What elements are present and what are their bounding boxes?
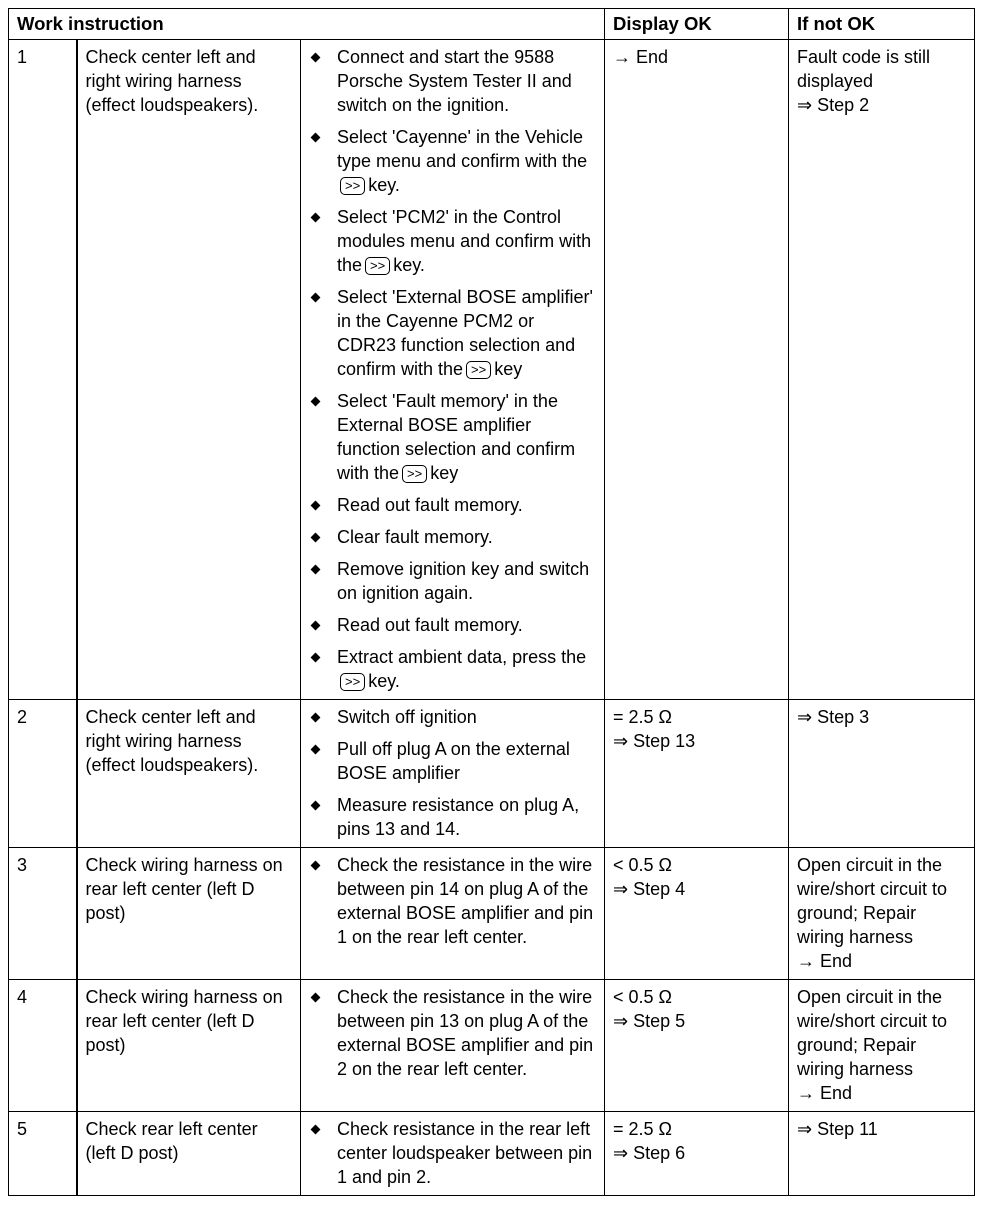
if-not-ok-cell [789,700,975,848]
bullet-diamond-icon [311,801,321,811]
bullet-diamond-icon [311,565,321,575]
instruction-text: Extract ambient data, press the [337,647,587,667]
if-not-ok-result: Open circuit in the wire/short circuit to ground; Repair wiring harness [797,987,948,1079]
if-not-ok-result: Open circuit in the wire/short circuit to ground; Repair wiring harness [797,855,948,947]
instruction-text-end: key. [393,255,425,275]
instruction-text-end: key [494,359,523,379]
display-ok-result: = 2.5 Ω [613,707,672,727]
instruction-text: Check the resistance in the wire between pin 13 on plug A of the external BOSE amplifier and pin 2 on the rear left center. [337,987,594,1079]
next-key-icon: >> [340,673,365,691]
if-not-ok-result: ⇒ Step 2 [797,95,870,115]
instruction-steps [301,700,605,848]
check-description: Check center left and right wiring harness (effect loudspeakers). [77,700,301,848]
step-number: 5 [9,1112,77,1196]
header-if-not-ok: If not OK [789,9,975,40]
list-item [309,737,596,785]
instruction-steps [301,980,605,1112]
list-item [309,389,596,485]
bullet-diamond-icon [311,501,321,511]
instruction-list [309,1117,596,1189]
display-ok-result: ⇒ Step 13 [613,731,696,751]
table-row [9,980,975,1112]
list-item [309,985,596,1081]
table-row [9,40,975,700]
instruction-text: Switch off ignition [337,707,477,727]
list-item [309,645,596,693]
if-not-ok-result: ⇒ Step 11 [797,1119,878,1139]
instruction-text: Measure resistance on plug A, pins 13 and 14. [337,795,580,839]
table-row [9,700,975,848]
bullet-diamond-icon [311,293,321,303]
instruction-text: Select 'PCM2' in the Control modules menu and confirm with the [337,207,592,275]
check-description: Check wiring harness on rear left center (left D post) [77,980,301,1112]
display-ok-cell [605,848,789,980]
list-item [309,557,596,605]
instruction-steps [301,848,605,980]
display-ok-result: < 0.5 Ω [613,987,672,1007]
display-ok-cell [605,1112,789,1196]
display-ok-result: < 0.5 Ω [613,855,672,875]
instruction-text: Connect and start the 9588 Porsche System Tester II and switch on the ignition. [337,47,572,115]
header-row [9,9,975,40]
bullet-diamond-icon [311,397,321,407]
list-item [309,853,596,949]
step-number: 2 [9,700,77,848]
instruction-text: Pull off plug A on the external BOSE amplifier [337,739,570,783]
instruction-list [309,705,596,841]
bullet-diamond-icon [311,1125,321,1135]
instruction-text: Read out fault memory. [337,615,523,635]
next-key-icon: >> [365,257,390,275]
next-key-icon: >> [466,361,491,379]
if-not-ok-cell [789,980,975,1112]
if-not-ok-result: Fault code is still displayed [797,47,931,91]
instruction-steps [301,40,605,700]
list-item [309,1117,596,1189]
bullet-diamond-icon [311,713,321,723]
if-not-ok-cell [789,848,975,980]
list-item [309,285,596,381]
instruction-list [309,985,596,1081]
bullet-diamond-icon [311,653,321,663]
display-ok-cell [605,700,789,848]
instruction-text: Remove ignition key and switch on ignition again. [337,559,590,603]
instruction-steps [301,1112,605,1196]
list-item [309,125,596,197]
display-ok-cell [605,980,789,1112]
instruction-text: Select 'Fault memory' in the External BOSE amplifier function selection and confirm with the [337,391,576,483]
instruction-list [309,853,596,949]
if-not-ok-result: ⇒ Step 3 [797,707,870,727]
instruction-text: Select 'Cayenne' in the Vehicle type menu and confirm with the [337,127,588,171]
list-item [309,705,596,729]
if-not-ok-result: → End [797,1083,853,1103]
header-work-instruction: Work instruction [9,9,605,40]
if-not-ok-result: → End [797,951,853,971]
bullet-diamond-icon [311,993,321,1003]
check-description: Check rear left center (left D post) [77,1112,301,1196]
display-ok-cell [605,40,789,700]
instruction-text: Clear fault memory. [337,527,493,547]
if-not-ok-cell [789,1112,975,1196]
bullet-diamond-icon [311,621,321,631]
display-ok-result: → End [613,47,669,67]
instruction-text-end: key [430,463,459,483]
display-ok-result: ⇒ Step 6 [613,1143,686,1163]
bullet-diamond-icon [311,745,321,755]
instruction-text: Check the resistance in the wire between pin 14 on plug A of the external BOSE amplifier and pin 1 on the rear left center. [337,855,594,947]
bullet-diamond-icon [311,213,321,223]
check-description: Check center left and right wiring harness (effect loudspeakers). [77,40,301,700]
step-number: 1 [9,40,77,700]
next-key-icon: >> [340,177,365,195]
next-key-icon: >> [402,465,427,483]
instruction-text-end: key. [368,175,400,195]
display-ok-result: ⇒ Step 4 [613,879,686,899]
step-number: 4 [9,980,77,1112]
list-item [309,45,596,117]
bullet-diamond-icon [311,861,321,871]
step-number: 3 [9,848,77,980]
bullet-diamond-icon [311,133,321,143]
header-display-ok: Display OK [605,9,789,40]
instruction-text: Read out fault memory. [337,495,523,515]
display-ok-result: ⇒ Step 5 [613,1011,686,1031]
instruction-list [309,45,596,693]
bullet-diamond-icon [311,53,321,63]
list-item [309,793,596,841]
if-not-ok-cell [789,40,975,700]
display-ok-result: = 2.5 Ω [613,1119,672,1139]
check-description: Check wiring harness on rear left center (left D post) [77,848,301,980]
list-item [309,205,596,277]
instruction-text-end: key. [368,671,400,691]
list-item [309,613,596,637]
table-row [9,1112,975,1196]
list-item [309,525,596,549]
instruction-text: Check resistance in the rear left center loudspeaker between pin 1 and pin 2. [337,1119,593,1187]
bullet-diamond-icon [311,533,321,543]
instruction-text: Select 'External BOSE amplifier' in the Cayenne PCM2 or CDR23 function selection and confirm with the [337,287,593,379]
work-instruction-table [8,8,975,1196]
table-row [9,848,975,980]
list-item [309,493,596,517]
